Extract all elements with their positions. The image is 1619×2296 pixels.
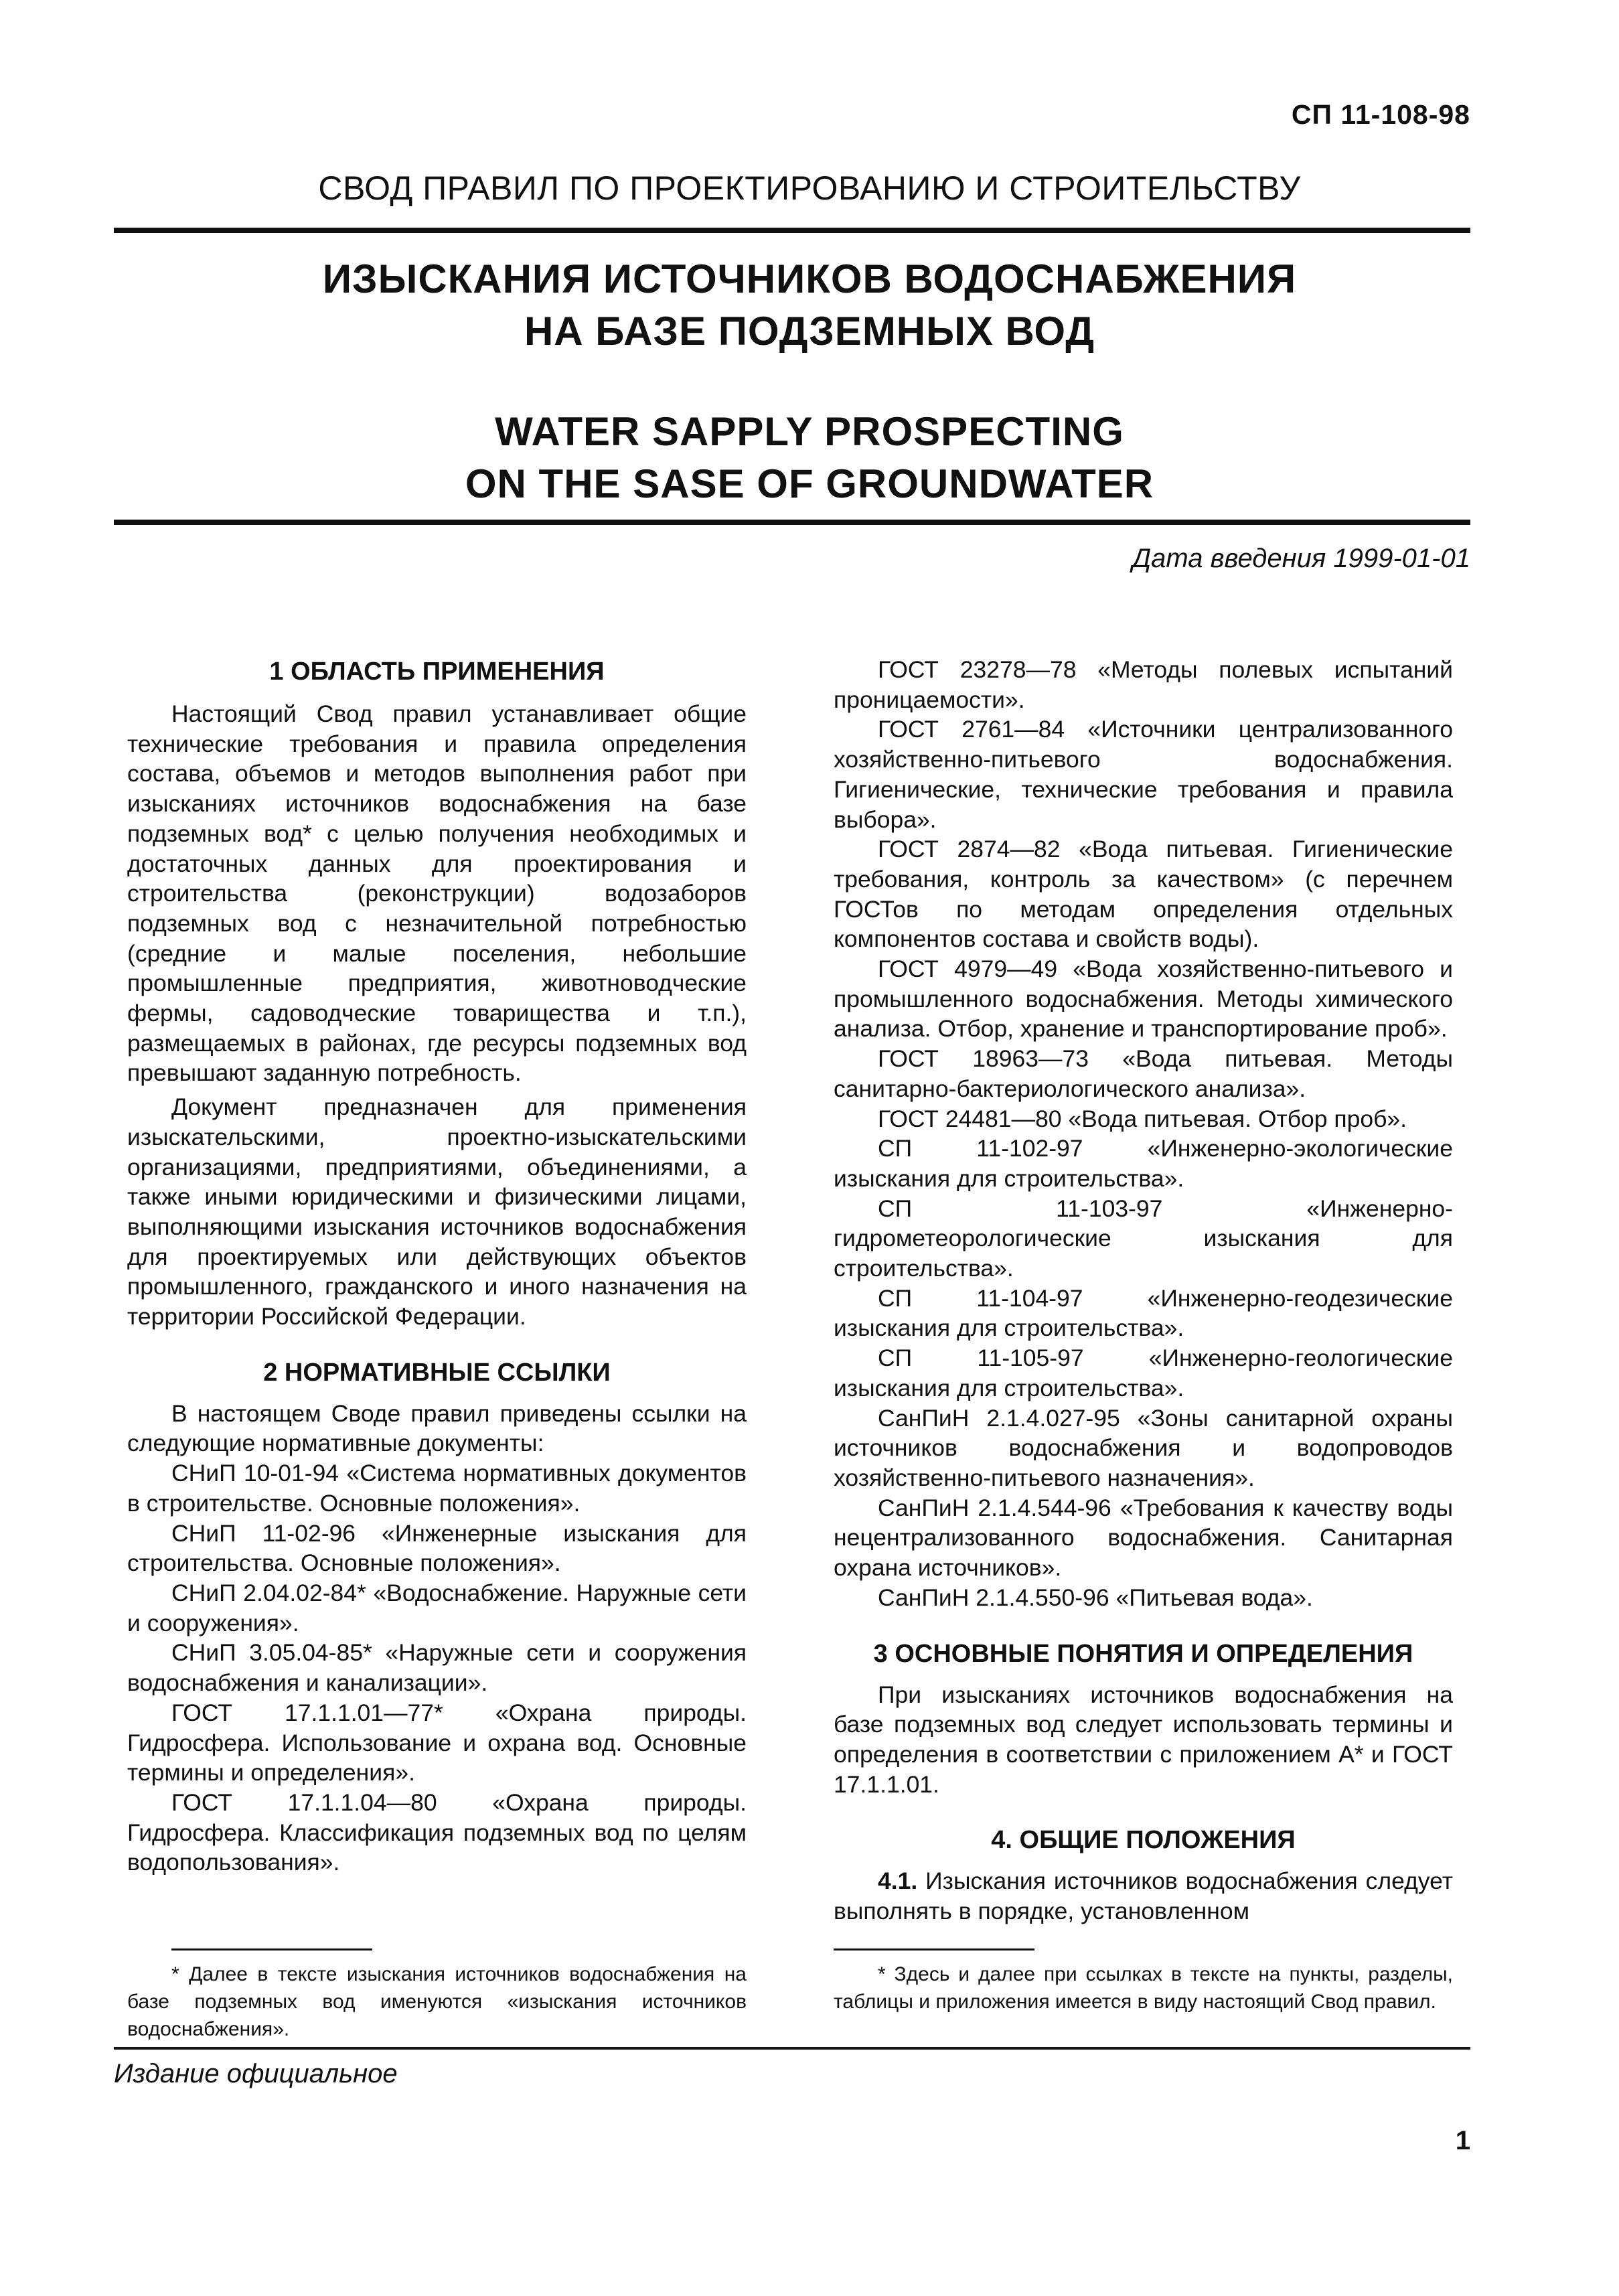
reference-item: СНиП 3.05.04-85* «Наружные сети и сооружения водоснабжения и канализации». xyxy=(127,1639,747,1697)
reference-item: ГОСТ 2874—82 «Вода питьевая. Гигиенические требования, контроль за качеством» (с перечнем ГОСТов по методам определения отдельных компонентов состава и свойств воды). xyxy=(834,836,1453,953)
title-ru-line-2: НА БАЗЕ ПОДЗЕМНЫХ ВОД xyxy=(524,309,1095,354)
reference-item: ГОСТ 17.1.1.04—80 «Охрана природы. Гидросфера. Классификация подземных вод по целям водопользования». xyxy=(127,1788,747,1876)
page-number: 1 xyxy=(1455,2126,1470,2155)
section-1-paragraph: Документ предназначен для применения изыскательскими, проектно-изыскательскими организациями, предприятиями, объединениями, а также иными юридическими и физическими лицами, выполняющими изыскания источников водоснабжения для проектируемых или действующих объектов промышленного, гражданского и иного назначения на территории Российской Федерации. xyxy=(127,1093,747,1330)
clause-text: Изыскания источников водоснабжения следует выполнять в порядке, установленном xyxy=(834,1867,1453,1925)
section-3-heading: 3 ОСНОВНЫЕ ПОНЯТИЯ И ОПРЕДЕЛЕНИЯ xyxy=(873,1639,1413,1668)
reference-item: ГОСТ 2761—84 «Источники централизованного хозяйственно-питьевого водоснабжения. Гигиенические, технические требования и правила выбора». xyxy=(834,716,1453,833)
document-code: СП 11-108-98 xyxy=(1291,99,1470,130)
reference-item: СанПиН 2.1.4.550-96 «Питьевая вода». xyxy=(878,1584,1313,1611)
section-1-paragraph: Настоящий Свод правил устанавливает общие технические требования и правила определения состава, объемов и методов выполнения работ при изысканиях источников водоснабжения на базе подземных вод* с целью получения необходимых и достаточных данных для проектирования и строительства (реконструкции) водозаборов подземных вод с незначительной потребностью (средние и малые поселения, небольшие промышленные предприятия, животноводческие фермы, садоводческие товарищества и т.п.), размещаемых в районах, где ресурсы подземных вод превышают заданную потребность. xyxy=(127,700,747,1087)
footer-rule xyxy=(114,2047,1470,2050)
right-column xyxy=(834,655,1453,1926)
header-rule-top xyxy=(114,228,1470,233)
title-en-line-2: ON THE SASE OF GROUNDWATER xyxy=(465,461,1154,506)
title-ru xyxy=(0,253,1619,358)
reference-item: СП 11-103-97 «Инженерно-гидрометеорологические изыскания для строительства». xyxy=(834,1195,1453,1282)
reference-item: СанПиН 2.1.4.027-95 «Зоны санитарной охраны источников водоснабжения и водопроводов хозяйственно-питьевого назначения». xyxy=(834,1404,1453,1491)
section-4-paragraph xyxy=(834,1866,1453,1926)
reference-item: СНиП 2.04.02-84* «Водоснабжение. Наружные сети и сооружения». xyxy=(127,1579,747,1636)
reference-item: СП 11-102-97 «Инженерно-экологические изыскания для строительства». xyxy=(834,1135,1453,1192)
section-4-heading: 4. ОБЩИЕ ПОЛОЖЕНИЯ xyxy=(991,1826,1296,1855)
footnote-rule-right xyxy=(834,1948,1034,1950)
header-rule-bottom xyxy=(114,520,1470,525)
section-3-paragraph: При изысканиях источников водоснабжения на базе подземных вод следует использовать термины и определения в соответствии с приложением А* и ГОСТ 17.1.1.01. xyxy=(834,1681,1453,1798)
series-title: СВОД ПРАВИЛ ПО ПРОЕКТИРОВАНИЮ И СТРОИТЕЛЬСТВУ xyxy=(318,169,1301,207)
title-en xyxy=(0,406,1619,510)
reference-item: ГОСТ 23278—78 «Методы полевых испытаний проницаемости». xyxy=(834,656,1453,713)
section-2-intro: В настоящем Своде правил приведены ссылки на следующие нормативные документы: xyxy=(127,1399,747,1457)
left-column xyxy=(127,655,747,1878)
title-ru-line-1: ИЗЫСКАНИЯ ИСТОЧНИКОВ ВОДОСНАБЖЕНИЯ xyxy=(322,256,1297,301)
reference-item: ГОСТ 17.1.1.01—77* «Охрана природы. Гидросфера. Использование и охрана вод. Основные термины и определения». xyxy=(127,1699,747,1786)
clause-number: 4.1. xyxy=(878,1867,918,1895)
effective-date: Дата введения 1999-01-01 xyxy=(1132,544,1470,573)
reference-item: ГОСТ 18963—73 «Вода питьевая. Методы санитарно-бактериологического анализа». xyxy=(834,1045,1453,1102)
reference-item: СанПиН 2.1.4.544-96 «Требования к качеству воды нецентрализованного водоснабжения. Санитарная охрана источников». xyxy=(834,1494,1453,1582)
reference-item: ГОСТ 24481—80 «Вода питьевая. Отбор проб». xyxy=(878,1105,1407,1132)
section-2-heading: 2 НОРМАТИВНЫЕ ССЫЛКИ xyxy=(263,1358,611,1387)
edition-note: Издание официальное xyxy=(114,2059,398,2088)
reference-item: ГОСТ 4979—49 «Вода хозяйственно-питьевого и промышленного водоснабжения. Методы химического анализа. Отбор, хранение и транспортирование проб». xyxy=(834,955,1453,1043)
reference-item: СНиП 11-02-96 «Инженерные изыскания для строительства. Основные положения». xyxy=(127,1519,747,1577)
footnote-right: * Здесь и далее при ссылках в тексте на пункты, разделы, таблицы и приложения имеется в виду настоящий Свод правил. xyxy=(834,1963,1453,2013)
reference-item: СНиП 10-01-94 «Система нормативных документов в строительстве. Основные положения». xyxy=(127,1460,747,1517)
footnote-rule-left xyxy=(171,1948,372,1950)
reference-item: СП 11-104-97 «Инженерно-геодезические изыскания для строительства». xyxy=(834,1284,1453,1342)
section-1-heading: 1 ОБЛАСТЬ ПРИМЕНЕНИЯ xyxy=(269,658,605,686)
reference-item: СП 11-105-97 «Инженерно-геологические изыскания для строительства». xyxy=(834,1345,1453,1401)
title-en-line-1: WATER SAPPLY PROSPECTING xyxy=(495,409,1124,454)
footnote-left: * Далее в тексте изыскания источников водоснабжения на базе подземных вод именуются «изыскания источников водоснабжения». xyxy=(127,1963,747,2040)
